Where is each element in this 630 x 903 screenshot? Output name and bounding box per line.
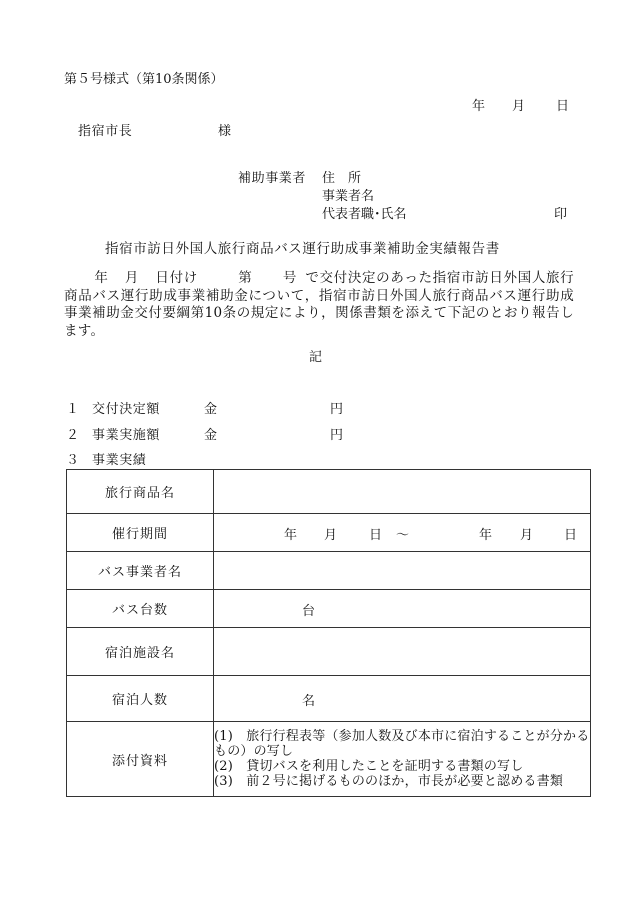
tour-product-value [214, 470, 591, 514]
results-table [66, 469, 591, 797]
item-2-prefix: 金 [204, 428, 218, 443]
attachment-item: (1) 旅行行程表等（参加人数及び本市に宿泊することが分かるもの）の写し [214, 729, 590, 759]
applicant-business-name-label: 事業者名 [322, 189, 375, 204]
applicant-representative-label: 代表者職･氏名 [322, 207, 407, 222]
body-day-dated: 日付け [155, 270, 198, 286]
body-number-suffix: 号 [282, 270, 297, 286]
body-month: 月 [124, 270, 140, 286]
period-day: 日 [369, 528, 383, 543]
item-3-number: ３ [66, 453, 80, 468]
report-body [64, 270, 574, 340]
seal-mark: 印 [554, 207, 568, 222]
body-text: で交付決定のあった指宿市訪日外国人旅行商品バス運行助成事業補助金について，指宿市訪日外国人旅行商品バス運行助成事業補助金交付要綱第10条の規定により，関係書類を添えて下記のとおり報告します。 [64, 270, 574, 339]
row-label-lodging-facility: 宿泊施設名 [67, 628, 214, 676]
lodging-count-value [214, 676, 591, 722]
table-row [67, 590, 591, 628]
item-2-label: 事業実施額 [92, 428, 161, 443]
row-label-tour-period: 催行期間 [67, 514, 214, 552]
addressee-honorific: 様 [218, 124, 232, 139]
attachment-item: (2) 貸切バスを利用したことを証明する書類の写し [214, 759, 524, 774]
table-row [67, 470, 591, 514]
period-day-end: 日 [564, 528, 578, 543]
ki-mark: 記 [309, 350, 323, 365]
item-3-label: 事業実績 [92, 453, 147, 468]
date-year: 年 [472, 99, 486, 114]
document-title: 指宿市訪日外国人旅行商品バス運行助成事業補助金実績報告書 [105, 241, 500, 257]
form-number: 第５号様式（第10条関係） [64, 72, 224, 87]
item-1-label: 交付決定額 [92, 402, 161, 417]
attachments-list [214, 722, 591, 797]
addressee-name: 指宿市長 [78, 124, 133, 139]
bus-operator-value [214, 552, 591, 590]
period-month-end: 月 [520, 528, 534, 543]
period-year-end: 年 [479, 528, 493, 543]
body-number-prefix: 第 [237, 270, 253, 286]
item-2-number: ２ [66, 428, 80, 443]
date-month: 月 [512, 99, 526, 114]
attachment-item: (3) 前２号に掲げるもののほか，市長が必要と認める書類 [214, 774, 564, 789]
row-label-bus-count: バス台数 [67, 590, 214, 628]
row-label-bus-operator: バス事業者名 [67, 552, 214, 590]
applicant-address-label: 住 所 [322, 171, 362, 186]
body-year: 年 [94, 270, 109, 286]
table-row [67, 552, 591, 590]
item-2-unit: 円 [330, 428, 344, 443]
lodging-facility-value [214, 628, 591, 676]
item-1-number: １ [66, 402, 80, 417]
table-row [67, 722, 591, 797]
item-1-unit: 円 [330, 402, 344, 417]
bus-count-unit: 台 [302, 604, 316, 619]
period-month: 月 [324, 528, 338, 543]
row-label-tour-product: 旅行商品名 [67, 470, 214, 514]
period-year: 年 [284, 528, 298, 543]
lodging-count-unit: 名 [302, 694, 316, 709]
row-label-lodging-count: 宿泊人数 [67, 676, 214, 722]
table-row [67, 628, 591, 676]
bus-count-value [214, 590, 591, 628]
tour-period-value [214, 514, 591, 552]
item-1-prefix: 金 [204, 402, 218, 417]
table-row [67, 676, 591, 722]
date-day: 日 [556, 99, 570, 114]
row-label-attachments: 添付資料 [67, 722, 214, 797]
applicant-heading: 補助事業者 [238, 171, 307, 186]
period-tilde: ～ [396, 528, 410, 543]
table-row [67, 514, 591, 552]
